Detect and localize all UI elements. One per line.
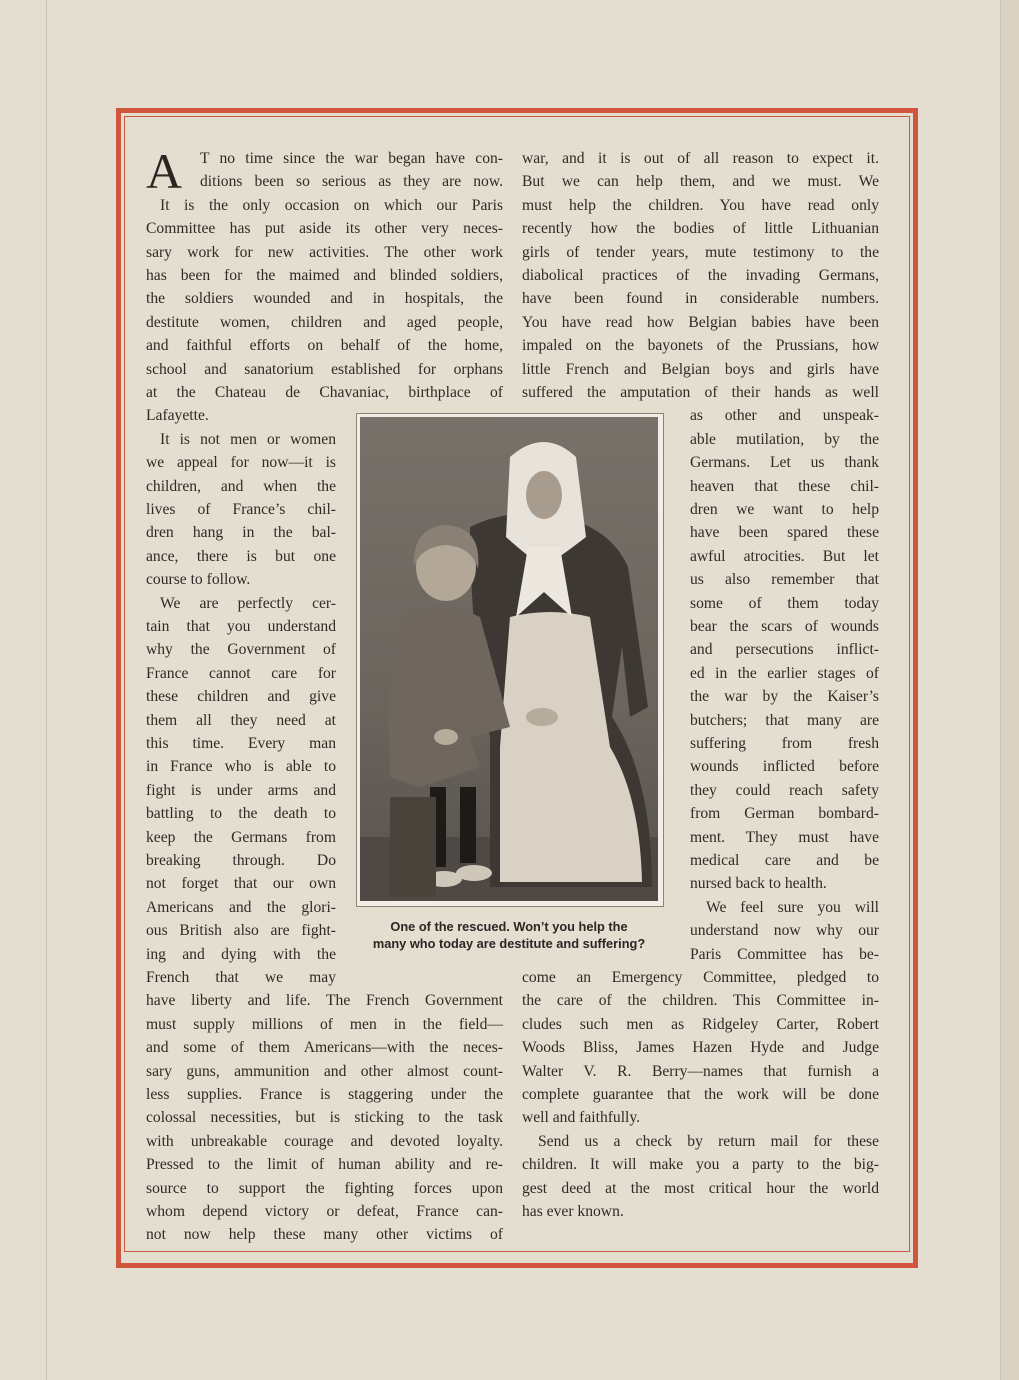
text-line: some of them today: [690, 594, 879, 612]
text-line: must supply millions of men in the field—: [146, 1015, 503, 1033]
text-line: less supplies. France is staggering under the: [146, 1086, 503, 1103]
text-line: the war by the Kaiser’s: [690, 688, 879, 706]
text-line: We feel sure you will: [706, 898, 879, 916]
text-line: have been found in considerable numbers.: [522, 290, 879, 308]
text-line: awful atrocities. But let: [690, 547, 879, 565]
text-line: Americans and the glori-: [146, 898, 336, 916]
text-line: sary guns, ammunition and other almost count-: [146, 1062, 503, 1080]
text-line: bear the scars of wounds: [690, 618, 879, 635]
text-line: come an Emergency Committee, pledged to: [522, 969, 879, 986]
text-line: complete guarantee that the work will be done: [522, 1086, 879, 1103]
text-line: children, and when the: [146, 477, 336, 495]
text-line: must help the children. You have read only: [522, 196, 879, 214]
text-line: wounds inflicted before: [690, 758, 879, 776]
text-line: Pressed to the limit of human ability and re-: [146, 1156, 503, 1174]
text-line: suffering from fresh: [690, 735, 879, 752]
text-line: battling to the death to: [146, 805, 336, 823]
text-line: tain that you understand: [146, 618, 336, 635]
text-line: T no time since the war began have con-: [200, 150, 503, 167]
text-line: colossal necessities, but is sticking to the task: [146, 1109, 503, 1127]
text-line: Committee has put aside its other very neces-: [146, 220, 503, 238]
text-line: and faithful efforts on behalf of the home,: [146, 337, 503, 355]
text-line: this time. Every man: [146, 735, 336, 752]
text-line: But we can help them, and we must. We: [522, 173, 879, 191]
text-line: French that we may: [146, 969, 336, 986]
text-line: they could reach safety: [690, 781, 879, 799]
text-line: It is not men or women: [160, 430, 336, 448]
text-line: ous British also are fight-: [146, 922, 336, 940]
text-line: diabolical practices of the invading Germans,: [522, 267, 879, 284]
text-line: ed in the earlier stages of: [690, 664, 879, 682]
text-line: these children and give: [146, 688, 336, 706]
text-line: medical care and be: [690, 852, 879, 869]
text-line: as other and unspeak-: [690, 407, 879, 425]
text-line: nursed back to health.: [690, 875, 827, 893]
text-line: cludes such men as Ridgeley Carter, Robert: [522, 1015, 879, 1033]
text-line: we appeal for now—it is: [146, 454, 336, 472]
text-line: dren hang in the bal-: [146, 524, 336, 542]
text-line: sary work for new activities. The other work: [146, 243, 503, 261]
text-line: source to support the fighting forces upon: [146, 1179, 503, 1197]
text-line: Send us a check by return mail for these: [538, 1132, 879, 1150]
text-line: and some of them Americans—with the neces-: [146, 1039, 503, 1057]
text-line: children. It will make you a party to the big-: [522, 1156, 879, 1174]
text-line: able mutilation, by the: [690, 430, 879, 448]
text-line: gest deed at the most critical hour the world: [522, 1179, 879, 1197]
text-line: at the Chateau de Chavaniac, birthplace of: [146, 384, 503, 401]
photo-caption: [353, 918, 665, 952]
text-line: Paris Committee has be-: [690, 945, 879, 963]
text-line: not forget that our own: [146, 875, 336, 893]
text-line: course to follow.: [146, 571, 251, 589]
text-line: Woods Bliss, James Hazen Hyde and Judge: [522, 1039, 879, 1057]
text-line: has been for the maimed and blinded soldiers,: [146, 267, 503, 284]
text-line: recently how the bodies of little Lithuanian: [522, 220, 879, 238]
text-line: the care of the children. This Committee in-: [522, 992, 879, 1010]
text-line: We are perfectly cer-: [160, 594, 336, 612]
text-line: lives of France’s chil-: [146, 501, 336, 518]
text-line: breaking through. Do: [146, 852, 336, 869]
text-line: us also remember that: [690, 571, 879, 589]
text-line: have liberty and life. The French Government: [146, 992, 503, 1010]
text-line: them all they need at: [146, 711, 336, 729]
text-line: fight is under arms and: [146, 781, 336, 799]
photo-frame: [356, 413, 664, 907]
caption-line: many who today are destitute and suffering?: [372, 936, 646, 951]
page-fold-right: [1000, 0, 1019, 1380]
text-line: heaven that these chil-: [690, 477, 879, 495]
photograph-icon: [360, 417, 658, 901]
text-line: suffered the amputation of their hands as well: [522, 384, 879, 401]
text-line: destitute women, children and aged people,: [146, 313, 503, 331]
text-line: Lafayette.: [146, 407, 209, 425]
text-line: It is the only occasion on which our Paris: [160, 196, 503, 214]
text-line: dren we want to help: [690, 501, 879, 518]
text-line: ditions been so serious as they are now.: [200, 173, 503, 191]
text-line: with unbreakable courage and devoted loyalty.: [146, 1132, 503, 1150]
text-line: not now help these many other victims of: [146, 1226, 503, 1244]
text-line: ance, there is but one: [146, 547, 336, 565]
text-line: school and sanatorium established for orphans: [146, 360, 503, 378]
text-line: Walter V. R. Berry—names that furnish a: [522, 1062, 879, 1080]
text-line: and persecutions inflict-: [690, 641, 879, 659]
text-line: have been spared these: [690, 524, 879, 542]
drop-cap: A: [146, 143, 183, 199]
text-line: well and faithfully.: [522, 1109, 641, 1127]
text-line: Germans. Let us thank: [690, 454, 879, 472]
caption-line: One of the rescued. Won’t you help the: [390, 919, 628, 934]
text-line: butchers; that many are: [690, 711, 879, 729]
text-line: whom depend victory or defeat, France can-: [146, 1203, 503, 1220]
text-line: in France who is able to: [146, 758, 336, 776]
text-line: keep the Germans from: [146, 828, 336, 846]
text-line: war, and it is out of all reason to expect it.: [522, 150, 879, 167]
text-line: little French and Belgian boys and girls have: [522, 360, 879, 378]
text-line: why the Government of: [146, 641, 336, 659]
text-line: ment. They must have: [690, 828, 879, 846]
text-line: the soldiers wounded and in hospitals, the: [146, 290, 503, 308]
text-line: impaled on the bayonets of the Prussians, how: [522, 337, 879, 355]
text-line: from German bombard-: [690, 805, 879, 823]
text-line: ing and dying with the: [146, 945, 336, 963]
text-line: understand now why our: [690, 922, 879, 940]
text-line: girls of tender years, mute testimony to the: [522, 243, 879, 261]
text-line: France cannot care for: [146, 664, 336, 682]
text-line: has ever known.: [522, 1203, 624, 1220]
text-line: You have read how Belgian babies have been: [522, 313, 879, 331]
